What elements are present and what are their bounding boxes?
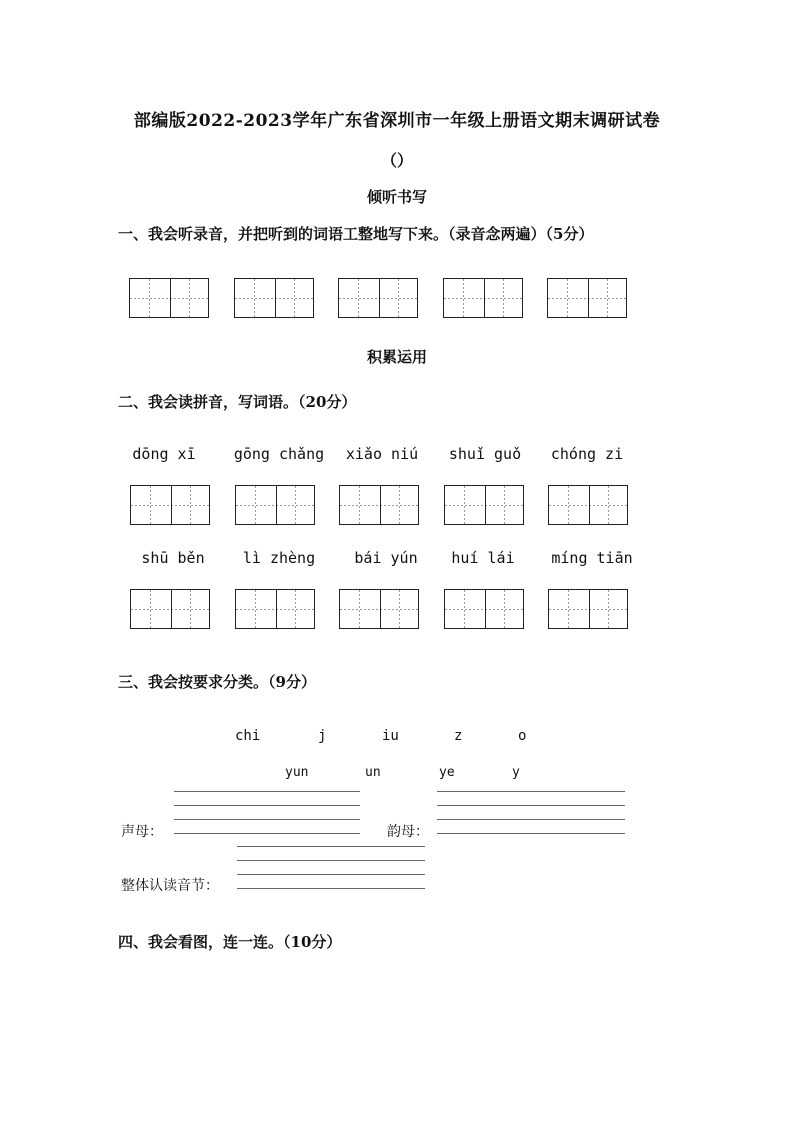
writing-grid[interactable] xyxy=(547,278,627,318)
pinyin-label: gōng chǎng xyxy=(233,445,325,463)
section-heading-listening: 倾听书写 xyxy=(366,188,427,206)
answer-line[interactable] xyxy=(174,805,360,806)
writing-grid[interactable] xyxy=(234,278,314,318)
writing-grid[interactable] xyxy=(130,589,210,629)
answer-line[interactable] xyxy=(237,874,425,875)
writing-grid[interactable] xyxy=(443,278,523,318)
pinyin-label: bái yún xyxy=(354,549,418,567)
question-4: 四、我会看图，连一连。（10分） xyxy=(118,933,342,951)
pinyin-letter: ye xyxy=(439,765,455,780)
pinyin-letter: un xyxy=(365,765,381,780)
pinyin-letter: z xyxy=(454,728,463,744)
label-yunmu: 韵母： xyxy=(387,824,429,840)
writing-grid[interactable] xyxy=(444,485,524,525)
answer-line[interactable] xyxy=(237,860,425,861)
pinyin-label: míng tiān xyxy=(551,549,633,567)
document-subtitle: （） xyxy=(380,151,413,170)
writing-grid[interactable] xyxy=(444,589,524,629)
writing-grid[interactable] xyxy=(338,278,418,318)
question-3: 三、我会按要求分类。（9分） xyxy=(118,673,316,691)
pinyin-letter: yun xyxy=(285,765,309,780)
answer-line[interactable] xyxy=(174,833,360,834)
writing-grid[interactable] xyxy=(130,485,210,525)
pinyin-letter: j xyxy=(318,728,327,744)
writing-grid[interactable] xyxy=(235,485,315,525)
pinyin-letter: o xyxy=(518,728,527,744)
pinyin-label: huí lái xyxy=(451,549,515,567)
writing-grid[interactable] xyxy=(548,589,628,629)
pinyin-label: dōng xī xyxy=(132,445,196,463)
pinyin-letter: chi xyxy=(235,728,261,744)
answer-line[interactable] xyxy=(437,819,625,820)
answer-line[interactable] xyxy=(237,846,425,847)
pinyin-label: xiǎo niú xyxy=(345,445,419,463)
pinyin-label: shuǐ guǒ xyxy=(448,445,522,463)
answer-line[interactable] xyxy=(237,888,425,889)
pinyin-letter: iu xyxy=(382,728,399,744)
document-title: 部编版2022-2023学年广东省深圳市一年级上册语文期末调研试卷 xyxy=(133,111,661,131)
pinyin-letter: y xyxy=(512,765,520,780)
pinyin-label: chóng zi xyxy=(550,445,624,463)
writing-grid[interactable] xyxy=(235,589,315,629)
pinyin-label: shū běn xyxy=(141,549,205,567)
writing-grid[interactable] xyxy=(129,278,209,318)
label-zhengti-rendu: 整体认读音节： xyxy=(121,878,219,894)
writing-grid[interactable] xyxy=(339,589,419,629)
question-2: 二、我会读拼音，写词语。（20分） xyxy=(118,393,357,411)
label-shengmu: 声母： xyxy=(121,824,163,840)
section-heading-accumulation: 积累运用 xyxy=(366,348,427,366)
answer-line[interactable] xyxy=(437,791,625,792)
answer-line[interactable] xyxy=(174,819,360,820)
pinyin-label: lì zhèng xyxy=(242,549,316,567)
question-1: 一、我会听录音，并把听到的词语工整地写下来。（录音念两遍）（5分） xyxy=(118,225,594,243)
answer-line[interactable] xyxy=(174,791,360,792)
writing-grid[interactable] xyxy=(548,485,628,525)
writing-grid[interactable] xyxy=(339,485,419,525)
answer-line[interactable] xyxy=(437,833,625,834)
answer-line[interactable] xyxy=(437,805,625,806)
